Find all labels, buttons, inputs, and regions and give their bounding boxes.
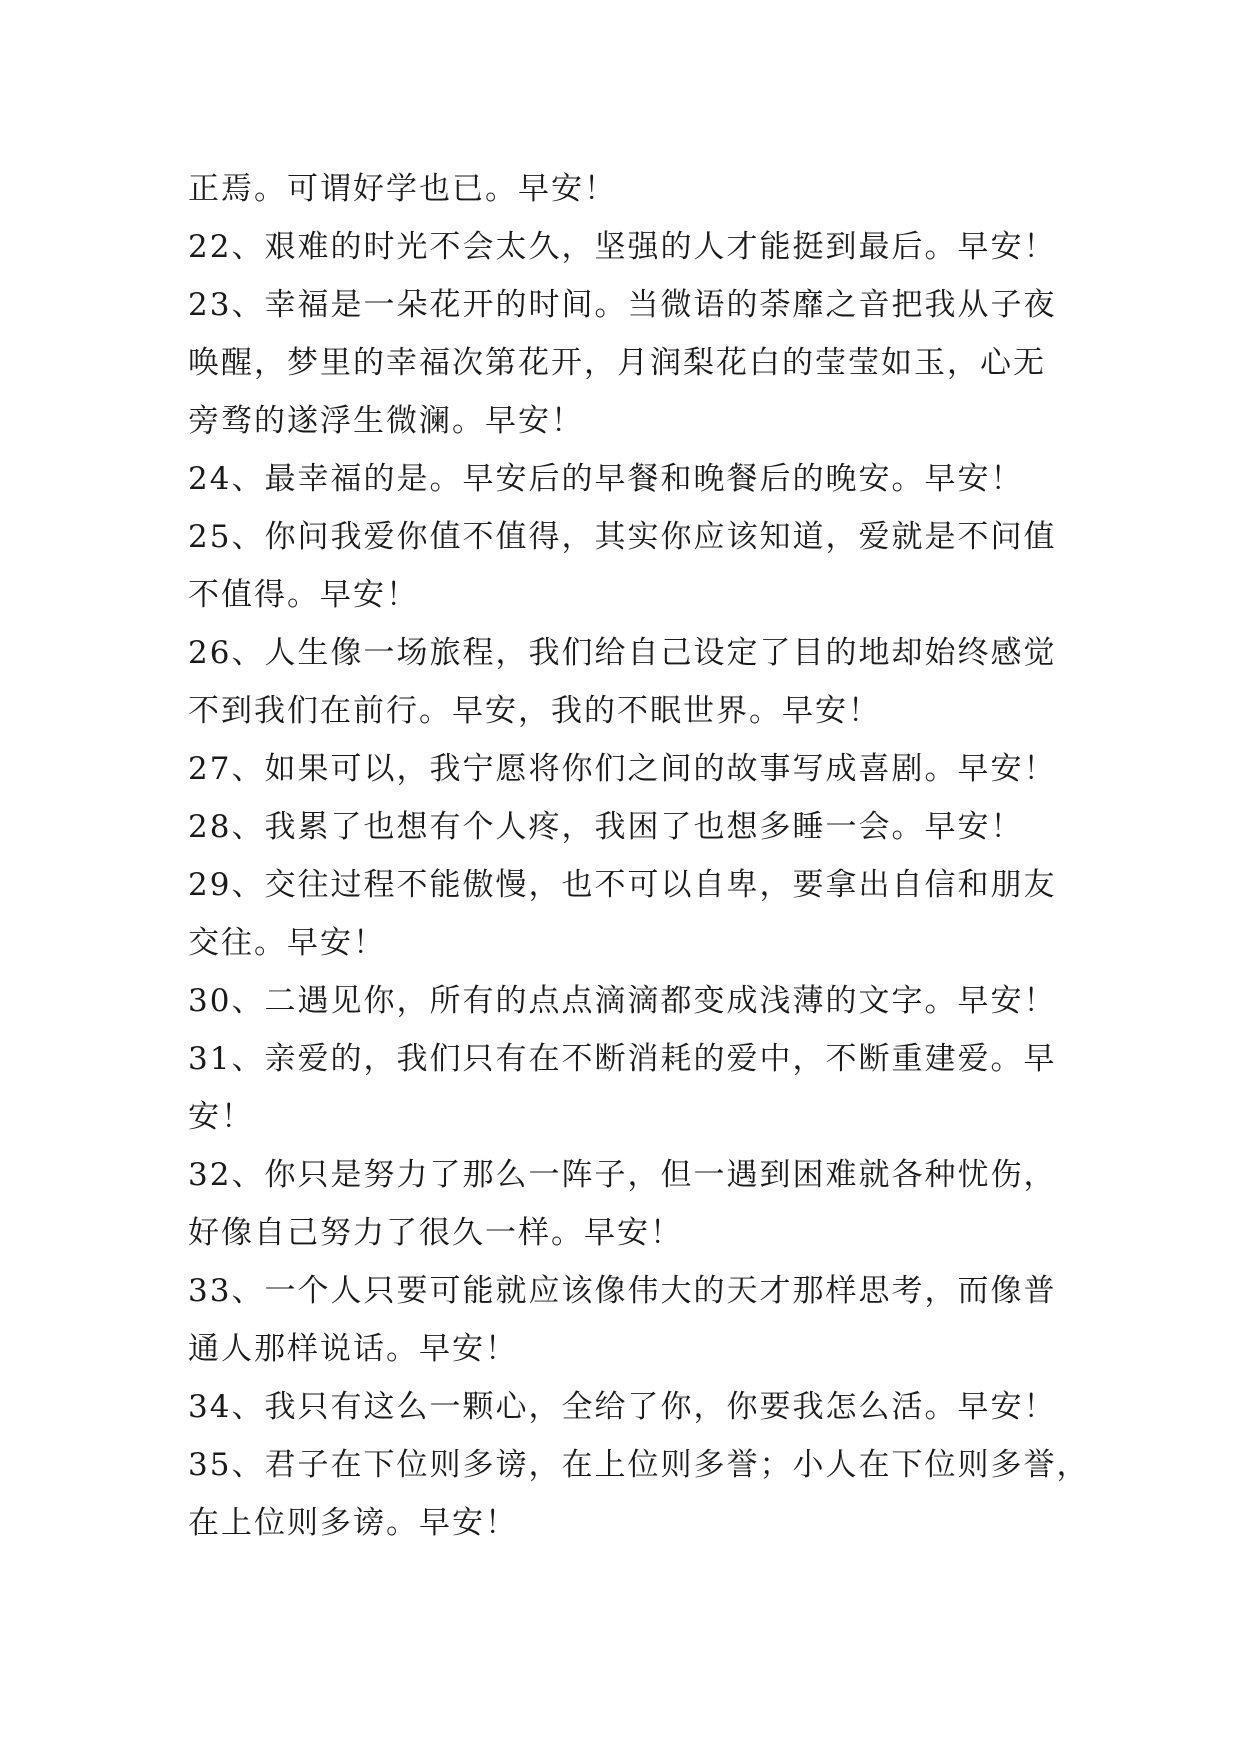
text-line: 交往。早安！ bbox=[188, 925, 386, 961]
text-line: 28、我累了也想有个人疼，我困了也想多睡一会。早安！ bbox=[188, 809, 1024, 845]
text-line: 不到我们在前行。早安，我的不眠世界。早安！ bbox=[188, 693, 881, 729]
text-line: 正焉。可谓好学也已。早安！ bbox=[188, 171, 617, 207]
text-line: 好像自己努力了很久一样。早安！ bbox=[188, 1215, 683, 1251]
text-line: 22、艰难的时光不会太久，坚强的人才能挺到最后。早安！ bbox=[188, 229, 1057, 265]
text-line: 31、亲爱的，我们只有在不断消耗的爱中，不断重建爱。早 bbox=[188, 1041, 1057, 1077]
text-line: 29、交往过程不能傲慢，也不可以自卑，要拿出自信和朋友 bbox=[188, 867, 1057, 903]
text-line: 30、二遇见你，所有的点点滴滴都变成浅薄的文字。早安！ bbox=[188, 983, 1057, 1019]
text-line: 25、你问我爱你值不值得，其实你应该知道，爱就是不问值 bbox=[188, 519, 1057, 555]
document-body bbox=[188, 160, 1090, 1552]
text-line: 34、我只有这么一颗心，全给了你，你要我怎么活。早安！ bbox=[188, 1389, 1057, 1425]
text-line: 26、人生像一场旅程，我们给自己设定了目的地却始终感觉 bbox=[188, 635, 1057, 671]
text-line: 在上位则多谤。早安！ bbox=[188, 1505, 518, 1541]
text-line: 不值得。早安！ bbox=[188, 577, 419, 613]
text-line: 23、幸福是一朵花开的时间。当微语的荼靡之音把我从子夜 bbox=[188, 287, 1057, 323]
text-line: 24、最幸福的是。早安后的早餐和晚餐后的晚安。早安！ bbox=[188, 461, 1024, 497]
text-line: 32、你只是努力了那么一阵子，但一遇到困难就各种忧伤， bbox=[188, 1157, 1057, 1193]
text-line: 安！ bbox=[188, 1099, 254, 1135]
text-line: 27、如果可以，我宁愿将你们之间的故事写成喜剧。早安！ bbox=[188, 751, 1057, 787]
text-line: 35、君子在下位则多谤，在上位则多誉；小人在下位则多誉， bbox=[188, 1447, 1090, 1483]
text-line: 旁骛的遂浮生微澜。早安！ bbox=[188, 403, 584, 439]
text-line: 唤醒，梦里的幸福次第花开，月润梨花白的莹莹如玉，心无 bbox=[188, 345, 1046, 381]
text-line: 通人那样说话。早安！ bbox=[188, 1331, 518, 1367]
text-line: 33、一个人只要可能就应该像伟大的天才那样思考，而像普 bbox=[188, 1273, 1057, 1309]
